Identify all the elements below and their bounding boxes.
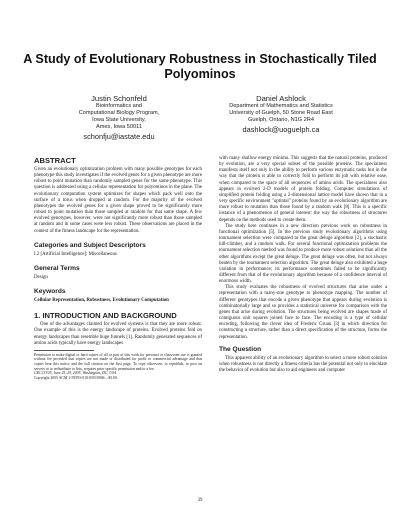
author-affiliation-line: University of Guelph, 50 Stone Road East	[229, 109, 333, 116]
body-paragraph: The study here continues in a new direction previous work on robustness in functional optimization [5]. In the previous study evolutionary algorithms using tournament selection were compared to the great deluge algorithm [2], a stochastic hill-climber, and a random walk. For several functional optimization problems the tournament selection method was found to produce more robust solutions than all the other algorithms except the great deluge. The great deluge was often, but not always beaten by the tournament selection algorithm. The great deluge also exhibited a huge variation in performance; its performance sometimes failed to be significantly different from that of the evolutionary algorithm because of a confidence interval of enormous width.	[219, 223, 387, 285]
copyright-line: Copyright 2005 ACM 1-59593-010-8/05/0006 ...$5.00.	[34, 375, 118, 380]
author-block-1	[34, 94, 204, 141]
author-affiliation-line: Bioinformatics and	[95, 103, 142, 109]
footnote-divider	[34, 350, 94, 351]
abstract-text: Given an evolutionary optimization problem with many possible genotypes for each phenotype this study investigates if the evolved genes for a given phenotype are more robust to point mutation than randomly sampled genes for the same phenotype. This question is addressed using a cellular representation for polyominos in the plane. The evolutionary computation system optimizes for shapes which pack well onto the surface of a torus when dropped at random. For the majority of the evolved phenotypes the evolved genes for a given shape proved to be significantly more robust to point mutation than those sampled at random for that same shape. A few evolved genotypes, however, were not significantly more robust than those sampled at random and in some cases were less robust. These observations are placed in the context of the fitness landscape for the representation.	[34, 167, 202, 234]
categories-text: I.2 [Artificial Intelligence]: Miscellaneous	[34, 251, 117, 257]
question-heading: The Question	[219, 345, 262, 353]
body-paragraph: This apparent ability of an evolutionary algorithm to select a more robust solution when robustness is not directly a fitness criteria has the potential not only to elucidate the behavior of evolution but also to aid engineers and computer	[219, 355, 387, 373]
author-email[interactable]: schonfju@iastate.edu	[83, 131, 155, 141]
intro-heading: 1. INTRODUCTION AND BACKGROUND	[34, 311, 177, 321]
keywords-heading: Keywords	[34, 288, 66, 296]
author-email[interactable]: dashlock@uoguelph.ca	[242, 124, 320, 134]
left-column	[34, 156, 202, 380]
author-name: Daniel Ashlock	[256, 94, 306, 103]
author-name: Justin Schonfeld	[91, 94, 147, 103]
author-affiliation-line: Department of Mathematics and Statistics	[229, 103, 333, 109]
categories-heading: Categories and Subject Descriptors	[34, 241, 146, 249]
author-affiliation-line: Computational Biology Program,	[78, 109, 160, 116]
keywords-text: Cellular Representation, Robustness, Evolutionary Computation	[34, 298, 169, 304]
page-number: 39	[197, 498, 203, 503]
intro-paragraph: One of the advantages claimed for evolved systems is that they are more robust. One example of this is the energy landscape of proteins. Evolved proteins fold on energy landscapes than resemble huge funnels [1]. Randomly generated sequences of amino acids typically have energy landscapes	[34, 322, 202, 346]
general-terms-text: Design	[34, 274, 48, 280]
conference-footnote: GECCO'05, June 25–29, 2005, Washington, DC, USA.	[34, 371, 118, 376]
body-paragraph: with many shallow energy minima. This suggests that the natural proteins, produced by evolution, are a very special subset of the possible proteins. The specialness manifests itself not only in the ability to perform various enzymatic tasks but in the way that the protein is able to correctly fold to perform its job with relative ease, when compared to the space of all sequences of amino acids. The specialness also appears in evolved 2-D models of protein folding. Computer simulations of simplified protein folding using a 2-dimensional lattice model have shown that in a very specific environment "optimal" proteins found by an evolutionary algorithm are more robust to mutation than those found by a random walk [8]. This is a specific instance of a phenomenon of general interest: the way the robustness of structures depends on the methods used to create them.	[219, 156, 387, 223]
author-affiliation-line: Guelph, Ontario, N1G 2R4	[248, 116, 314, 123]
author-affiliation-line: Iowa State University,	[92, 116, 146, 123]
body-paragraph: This study evaluates the robustness of evolved structures that arise under a representation with a many-one genotype to phenotype mapping. The number of different genotypes that encode a given phenotype that appears during evolution is combinatorially large and so provides a statistical universe for comparison with the genes that arise during evolution. The structures being evolved are shapes made of contiguous unit squares joined face to face. The encoding is a type of cellular encoding, following the clever idea of Frederic Gruau [3] in which direction for constructing a structure, rather than a direct specification of the structure, forms the representation.	[219, 285, 387, 340]
paper-title: A Study of Evolutionary Robustness in Stochastically Tiled Polyominos	[23, 52, 377, 81]
copyright-footnote: Permission to make digital or hard copies of all or part of this work for personal or classroom use is granted without fee provided that copies are not made or distributed for profit or commercial advantage and that copies bear this notice and the full citation on the first page. To copy otherwise, to republish, to post on servers or to redistribute to lists, requires prior specific permission and/or a fee.	[34, 352, 202, 371]
author-block-2	[196, 94, 366, 134]
author-affiliation-line: Ames, Iowa 50011	[96, 123, 142, 130]
general-terms-heading: General Terms	[34, 264, 80, 272]
abstract-heading: ABSTRACT	[34, 156, 76, 165]
right-column	[219, 156, 387, 374]
